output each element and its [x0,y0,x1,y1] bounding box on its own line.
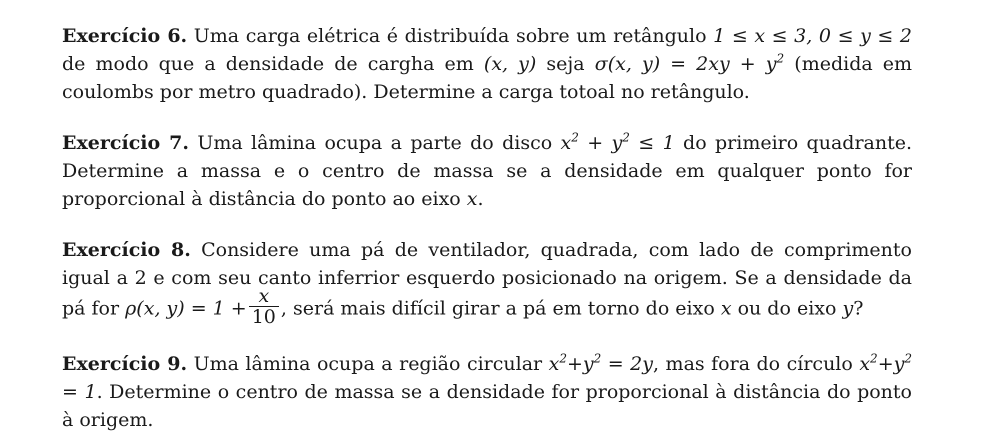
exercise-9-text-b: , mas fora do círculo [653,353,853,375]
exercise-8-axis-x-math: x [720,297,732,320]
exercise-8-text-b: , será mais difícil girar a pá em torno do eixo [280,297,715,320]
exercise-6-title: Exercício 6. [62,25,188,47]
exercise-7-axis-math: x [466,188,478,210]
exercise-9-region-exp-1: 2 [559,351,567,366]
exercise-9-region-mid: +y [566,353,594,375]
exercise-9-circle-exp-2: 2 [904,351,912,366]
exercise-9-region-end: = 2y [601,353,654,375]
exercise-7-text-a: Uma lâmina ocupa a parte do disco [197,132,553,154]
exercise-6-density-exponent: 2 [776,51,785,66]
exercise-6-region-math: 1 ≤ x ≤ 3, 0 ≤ y ≤ 2 [713,25,913,47]
exercise-9-title: Exercício 9. [62,353,188,375]
exercise-9 [62,350,912,434]
exercise-9-region-math [549,353,653,375]
exercise-9-circle-x: x [859,353,871,375]
exercise-7-title: Exercício 7. [62,132,189,154]
exercise-8-rho-math: ρ(x, y) = 1 + [125,297,247,320]
exercise-8-fraction [249,286,279,327]
exercise-7 [62,129,912,213]
exercise-8-text-c: ou do eixo [737,297,837,320]
exercise-8-fraction-numerator: x [249,286,279,307]
exercise-6-text-a: Uma carga elétrica é distribuída sobre um retângulo [193,25,707,47]
exercise-7-disc-exp-1: 2 [571,130,579,145]
exercise-8-axis-y-math: y [842,297,854,320]
exercise-8-title: Exercício 8. [62,239,191,261]
exercise-6-text-c: seja [546,53,585,75]
exercise-8-fraction-denominator: 10 [251,306,276,328]
exercise-6 [62,22,912,106]
exercise-6-text-b: de modo que a densidade de cargha em [62,53,474,75]
document-page [62,22,912,434]
exercise-9-circle-exp-1: 2 [870,351,878,366]
exercise-6-text-d: (medida em coulombs por metro quadrado). Determine a carga totoal no retângulo. [62,53,913,103]
exercise-7-disc-exp-2: 2 [622,130,630,145]
exercise-9-region-exp-2: 2 [593,351,602,366]
exercise-9-region-x: x [548,353,560,375]
exercise-7-text-end: . [477,188,484,210]
exercise-7-disc-end: ≤ 1 [629,132,675,154]
exercise-8-text-end: ? [853,297,864,320]
exercise-7-disc-mid: + y [578,132,623,154]
exercise-6-point-math: (x, y) [483,53,537,75]
exercise-6-density-formula: σ(x, y) = 2xy + y [594,53,777,75]
exercise-9-circle-mid: +y [877,353,905,375]
exercise-9-circle-end: = 1 [62,381,97,403]
exercise-9-text-a: Uma lâmina ocupa a região circular [193,353,543,375]
exercise-7-disc-x: x [560,132,572,154]
exercise-8 [62,236,912,327]
exercise-6-density-math [595,53,784,75]
exercise-9-text-c: . Determine o centro de massa se a densidade for proporcional à distância do ponto à origem. [62,381,912,431]
exercise-8-text-a: Considere uma pá de ventilador, quadrada, com lado de comprimento igual a 2 e com seu canto inferrior esquerdo posicionado na origem. Se a densidade da pá for [62,239,912,320]
exercise-7-text-b: do primeiro quadrante. Determine a massa e o centro de massa se a densidade em qualquer ponto for proporcional à distância do ponto ao eixo [62,132,913,210]
exercise-7-disc-math [561,132,675,154]
